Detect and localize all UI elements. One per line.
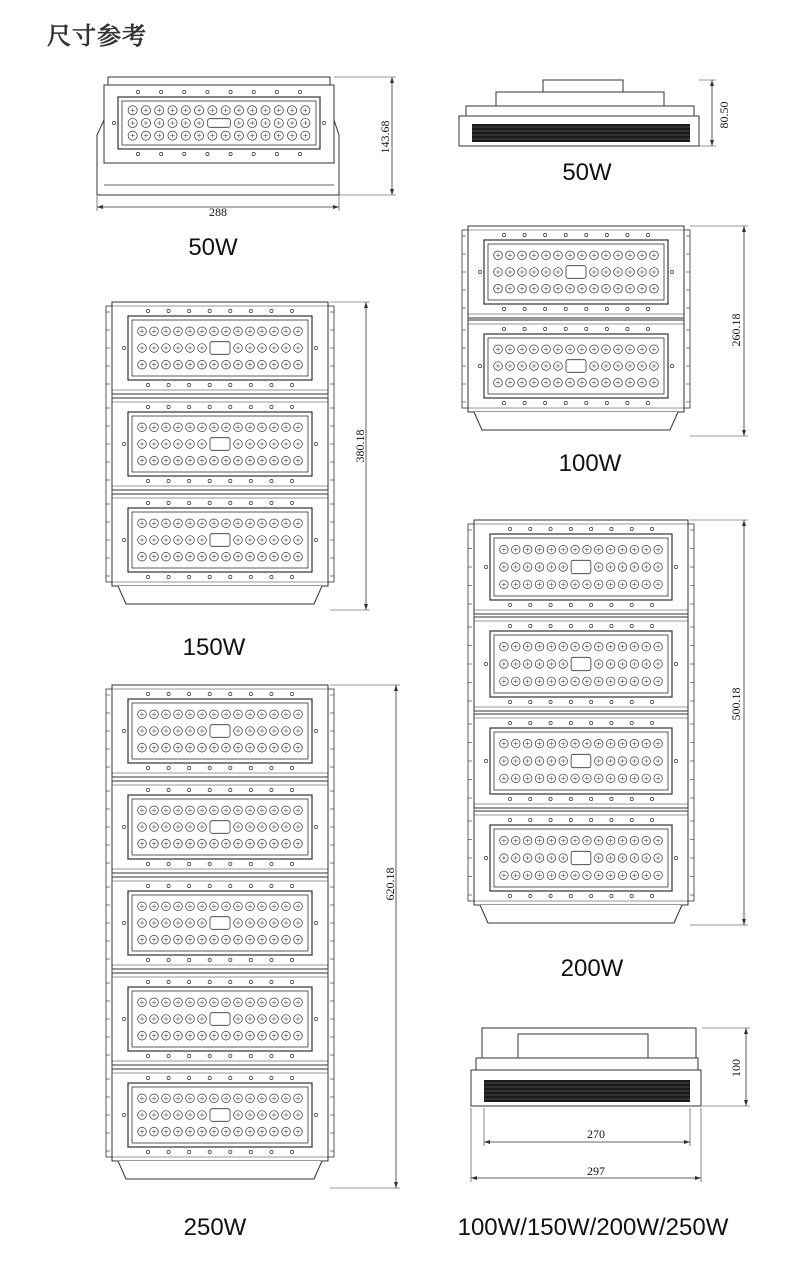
top-shell — [466, 106, 694, 116]
dimension-line — [699, 80, 716, 146]
label-slot — [210, 342, 230, 355]
right-bracket — [688, 524, 694, 901]
front-250w-drawing — [106, 685, 334, 1179]
label-slot — [210, 1013, 230, 1026]
label-slot — [210, 917, 230, 930]
label-slot — [210, 725, 230, 738]
label-slot — [210, 534, 230, 547]
page-title: 尺寸参考 — [47, 22, 147, 50]
dim-multi-outer-width: 297 — [587, 1164, 605, 1178]
driver-box — [543, 80, 623, 92]
label-slot — [210, 438, 230, 451]
mounting-bracket — [118, 1161, 322, 1179]
left-bracket — [462, 230, 468, 408]
label-slot — [571, 754, 591, 767]
caption-front-250w: 250W — [183, 1214, 247, 1241]
dim-50w-height: 143.68 — [378, 120, 392, 154]
label-slot — [210, 1109, 230, 1122]
side-50w-drawing — [459, 80, 699, 146]
label-slot — [566, 360, 586, 373]
dim-multi-inner-width: 270 — [587, 1127, 605, 1141]
mounting-bracket — [118, 586, 322, 604]
lens-band — [472, 124, 690, 142]
caption-front-100w: 100W — [558, 450, 622, 477]
dimension-line — [471, 1108, 701, 1182]
label-slot — [571, 851, 591, 864]
dim-100w-height: 260.18 — [729, 313, 743, 347]
side-multi-drawing — [471, 1028, 701, 1106]
dim-250w-height: 620.18 — [383, 867, 397, 901]
dim-50w-width: 288 — [209, 205, 227, 219]
front-150w-drawing — [106, 302, 334, 604]
label-slot — [571, 560, 591, 573]
front-200w-drawing — [468, 520, 694, 923]
front-100w-drawing — [462, 226, 690, 430]
mounting-bracket — [480, 905, 682, 923]
top-cap — [108, 77, 330, 85]
dimension-line — [690, 520, 748, 925]
dim-50w-side-height: 80.50 — [717, 101, 731, 129]
top-shell — [476, 1058, 698, 1070]
caption-front-200w: 200W — [560, 955, 624, 982]
dim-150w-height: 380.18 — [353, 429, 367, 463]
label-slot — [210, 821, 230, 834]
mounting-bracket — [474, 412, 678, 430]
label-slot — [571, 657, 591, 670]
right-bracket — [684, 230, 690, 408]
label-slot — [566, 266, 586, 279]
bracket-plate — [496, 92, 664, 106]
front-50w-drawing — [97, 77, 339, 195]
dimension-line — [330, 685, 400, 1188]
caption-front-150w: 150W — [182, 634, 246, 661]
dim-multi-side-height: 100 — [729, 1059, 743, 1077]
dim-200w-height: 500.18 — [729, 687, 743, 721]
label-slot — [208, 119, 231, 128]
caption-side-50w: 50W — [562, 159, 612, 186]
caption-side-multi: 100W/150W/200W/250W — [457, 1214, 729, 1241]
caption-front-50w: 50W — [188, 234, 238, 261]
left-bracket — [468, 524, 474, 901]
